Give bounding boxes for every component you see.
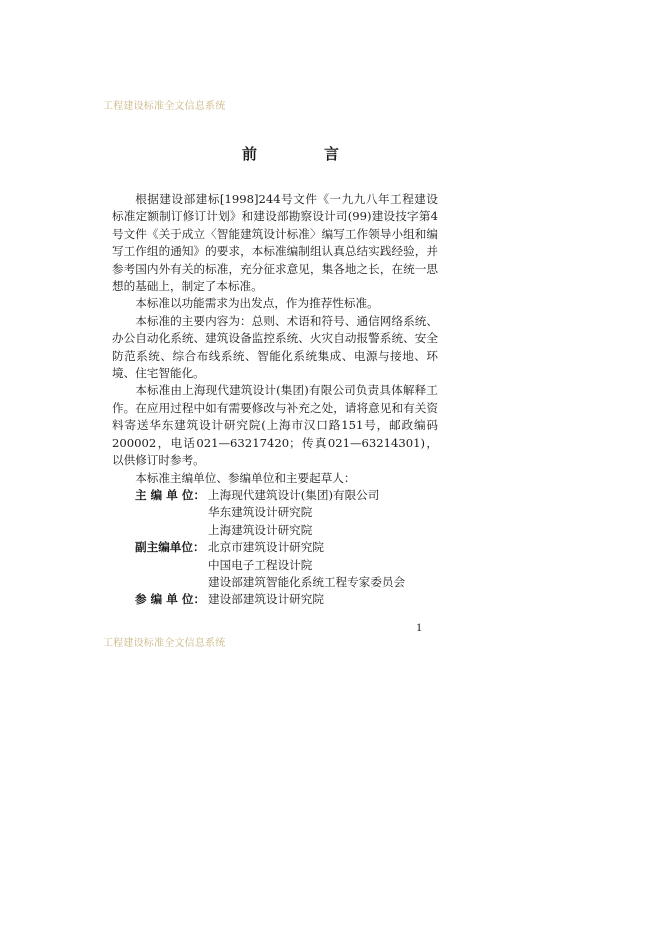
unit-row	[112, 504, 438, 521]
paragraph-purpose: 本标准以功能需求为出发点，作为推荐性标准。	[135, 296, 379, 311]
paragraph-units-intro: 本标准主编单位、参编单位和主要起草人：	[135, 470, 356, 485]
unit-org: 上海现代建筑设计(集团)有限公司	[208, 487, 380, 502]
unit-row	[112, 522, 438, 539]
watermark-bottom: 工程建设标准全文信息系统	[103, 638, 226, 649]
participating-units	[112, 591, 438, 608]
deputy-editor-units	[112, 539, 438, 591]
unit-row	[112, 557, 438, 574]
unit-row	[112, 591, 438, 608]
unit-label: 参 编 单 位：	[135, 592, 206, 607]
paragraph-contents: 本标准的主要内容为：总则、术语和符号、通信网络系统、办公自动化系统、建筑设备监控系统、火灾自动报警系统、安全防范系统、综合布线系统、智能化系统集成、电源与接地、环境、住宅智能化。	[112, 313, 438, 381]
watermark-top: 工程建设标准全文信息系统	[103, 101, 226, 112]
unit-row	[112, 487, 438, 504]
preface-body	[112, 191, 438, 609]
unit-org: 华东建筑设计研究院	[208, 505, 313, 520]
page-number: 1	[416, 620, 422, 634]
chief-editor-units	[112, 487, 438, 539]
unit-org: 上海建筑设计研究院	[208, 522, 313, 537]
unit-label: 主 编 单 位：	[135, 487, 206, 502]
page-title: 前 言	[242, 145, 366, 163]
unit-org: 中国电子工程设计院	[208, 557, 313, 572]
unit-org: 建设部建筑智能化系统工程专家委员会	[208, 574, 406, 589]
unit-org: 建设部建筑设计研究院	[208, 592, 324, 607]
paragraph-basis: 根据建设部建标[1998]244号文件《一九九八年工程建设标准定额制订修订计划》和建设部勘察设计司(99)建设技字第4号文件《关于成立〈智能建筑设计标准〉编写工作领导小组和编写工作组的通知》的要求，本标准编制组认真总结实践经验，并参考国内外有关的标准，充分征求意见，集各地之长，在统一思想的基础上，制定了本标准。	[112, 192, 438, 294]
unit-org: 北京市建筑设计研究院	[208, 540, 324, 555]
unit-row	[112, 574, 438, 591]
unit-label: 副主编单位：	[135, 540, 205, 555]
unit-row	[112, 539, 438, 556]
paragraph-interpretation: 本标准由上海现代建筑设计(集团)有限公司负责具体解释工作。在应用过程中如有需要修改与补充之处，请将意见和有关资料寄送华东建筑设计研究院(上海市汉口路151号，邮政编码200002，电话021—63217420；传真021—63214301)，以供修订时参考。	[112, 383, 438, 468]
